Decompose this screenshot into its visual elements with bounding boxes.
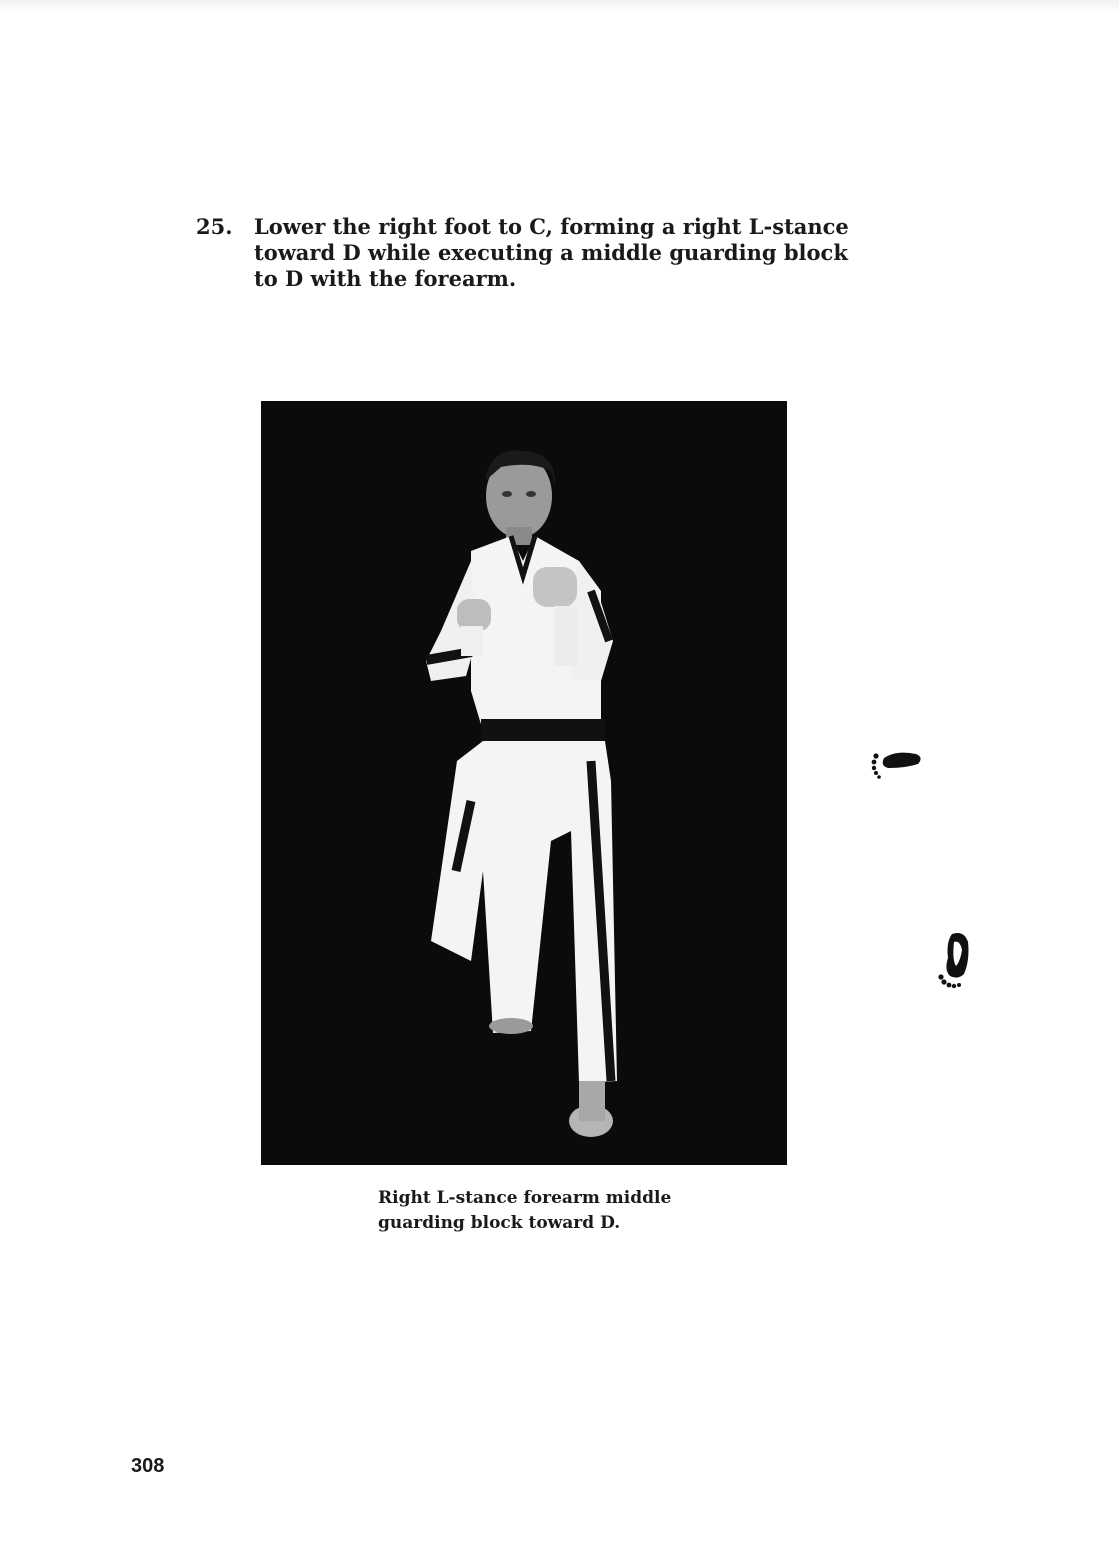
page-number: 308 [131, 1455, 165, 1477]
left-footprint-icon [866, 744, 926, 784]
step-instruction [196, 214, 896, 292]
martial-artist-figure [261, 401, 787, 1165]
photo-caption [378, 1186, 718, 1236]
page-top-edge [0, 0, 1119, 14]
step-text: Lower the right foot to C, forming a right L-stance toward D while executing a middle guarding block to D with the forearm. [254, 214, 849, 291]
step-number: 25. [196, 214, 233, 239]
caption-line-2: guarding block toward D. [378, 1213, 621, 1233]
caption-line-1: Right L-stance forearm middle [378, 1188, 672, 1208]
right-footprint-icon [934, 930, 978, 998]
stance-photo [261, 401, 787, 1165]
